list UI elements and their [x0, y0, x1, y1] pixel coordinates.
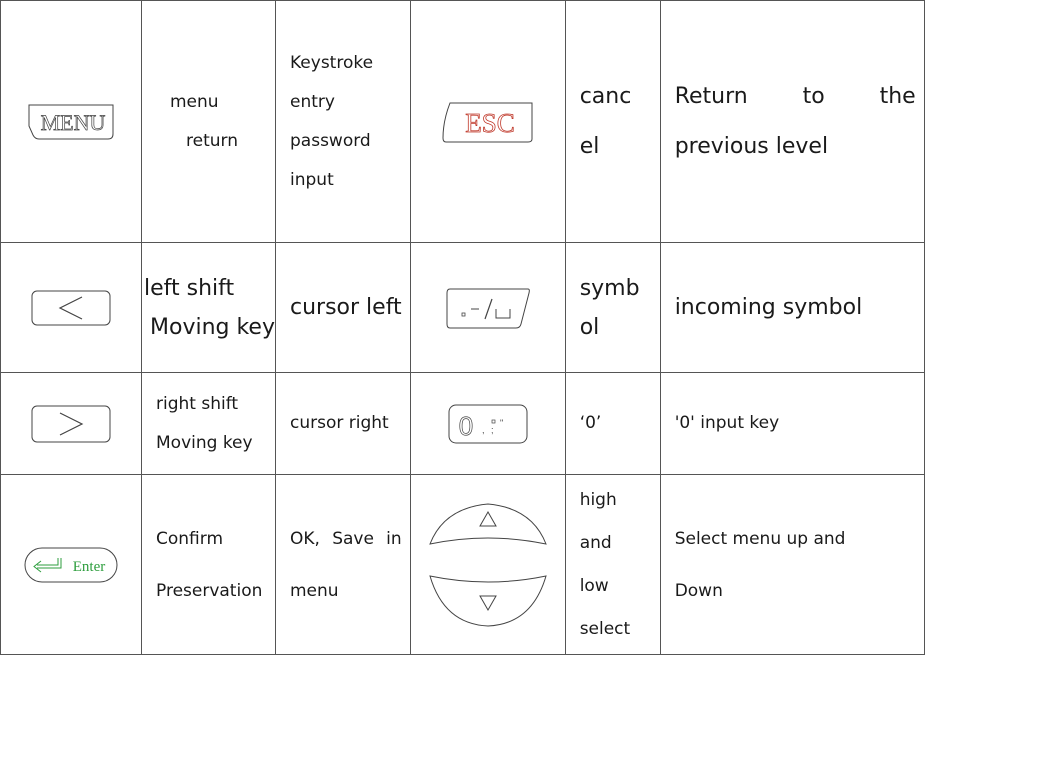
- function-cell: [276, 373, 411, 475]
- key-name-line: left shift: [144, 275, 235, 301]
- key-cell: [410, 243, 565, 373]
- key-name-cell: [565, 475, 660, 655]
- enter-key-icon: [21, 544, 121, 586]
- function-line: cursor left: [290, 295, 402, 320]
- menu-key-icon: [25, 102, 117, 142]
- key-name-line: Preservation: [156, 580, 263, 601]
- key-name-cell: [565, 243, 660, 373]
- key-name-line: Moving key: [150, 314, 275, 340]
- table-row: [1, 243, 925, 373]
- key-name-line: and: [579, 532, 612, 553]
- svg-text:;: ;: [490, 424, 494, 435]
- function-word: Return: [674, 83, 748, 109]
- key-name-cell: [142, 475, 276, 655]
- svg-text:,: ,: [481, 424, 485, 435]
- key-name-line: ‘0’: [579, 413, 602, 433]
- left-arrow-key-icon: [30, 288, 112, 328]
- function-word: to: [802, 83, 825, 109]
- key-name-line: low: [579, 575, 609, 596]
- table-row: [1, 475, 925, 655]
- function-line: incoming symbol: [674, 295, 863, 320]
- svg-text:Enter: Enter: [72, 558, 106, 575]
- key-name-cell: [142, 373, 276, 475]
- function-line: password: [290, 130, 371, 151]
- key-name-cell: [565, 373, 660, 475]
- svg-text:": ": [499, 417, 503, 428]
- function-line: Select menu up and: [674, 528, 846, 549]
- up-down-key-icon: [424, 496, 552, 634]
- function-word: OK,: [290, 528, 320, 549]
- function-line: entry: [290, 91, 335, 112]
- function-line: cursor right: [290, 413, 389, 433]
- svg-text:MENU: MENU: [40, 109, 106, 135]
- table-row: [1, 1, 925, 243]
- key-cell: [410, 1, 565, 243]
- key-cell: [410, 475, 565, 655]
- function-line: input: [290, 169, 334, 190]
- svg-text:0: 0: [458, 410, 473, 441]
- function-cell: [276, 243, 411, 373]
- function-line: Keystroke: [290, 52, 374, 73]
- key-name-cell: [565, 1, 660, 243]
- svg-text:ESC: ESC: [464, 107, 515, 138]
- function-cell: [660, 1, 924, 243]
- key-name-line: return: [186, 130, 238, 151]
- key-name-cell: [142, 243, 276, 373]
- key-name-line: Confirm: [156, 528, 224, 549]
- key-name-line: ol: [579, 314, 600, 340]
- key-cell: [1, 373, 142, 475]
- key-name-line: el: [579, 133, 600, 159]
- function-cell: [276, 475, 411, 655]
- key-name-line: select: [579, 618, 631, 639]
- key-name-line: symb: [579, 275, 640, 301]
- zero-key-icon: [446, 402, 530, 446]
- right-arrow-key-icon: [30, 403, 112, 445]
- function-line: Down: [674, 580, 723, 601]
- function-word: Save: [332, 528, 374, 549]
- key-cell: [1, 243, 142, 373]
- key-name-line: Moving key: [156, 432, 253, 453]
- key-name-line: canc: [579, 83, 632, 109]
- function-cell: [660, 475, 924, 655]
- key-cell: [410, 373, 565, 475]
- symbol-key-icon: [444, 285, 532, 331]
- key-cell: [1, 1, 142, 243]
- key-name-line: right shift: [156, 393, 239, 414]
- key-cell: [1, 475, 142, 655]
- function-line: menu: [290, 580, 339, 601]
- function-line: '0' input key: [674, 413, 780, 433]
- key-name-line: menu: [170, 91, 219, 112]
- function-cell: [276, 1, 411, 243]
- key-name-cell: [142, 1, 276, 243]
- key-name-line: high: [579, 489, 617, 510]
- function-word: the: [879, 83, 916, 109]
- table-row: [1, 373, 925, 475]
- function-line: previous level: [674, 133, 829, 159]
- function-cell: [660, 243, 924, 373]
- function-cell: [660, 373, 924, 475]
- function-word: in: [386, 528, 402, 549]
- esc-key-icon: [438, 99, 538, 145]
